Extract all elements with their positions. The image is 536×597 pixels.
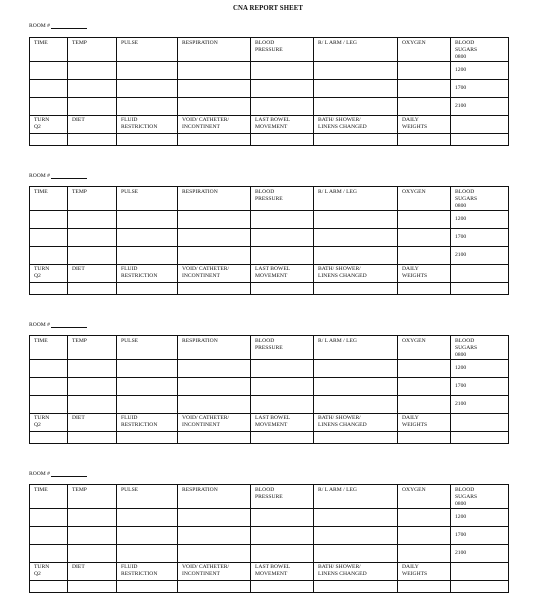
care-entry-cell[interactable] [178, 580, 251, 592]
vitals-entry-cell[interactable] [117, 61, 178, 79]
column-header: TEMP [68, 485, 117, 509]
table-row [30, 485, 509, 509]
vitals-entry-cell[interactable] [314, 97, 398, 115]
blood-sugar-time: 1200 [451, 210, 509, 228]
column-header: BLOOD PRESSURE [251, 485, 314, 509]
care-column-header: BATH/ SHOWER/ LINENS CHANGED [314, 115, 398, 133]
vitals-entry-cell[interactable] [398, 395, 451, 413]
care-blank-cell[interactable] [451, 264, 509, 282]
table-row [30, 79, 509, 97]
blood-sugar-time: 1200 [451, 508, 509, 526]
room-number-blank[interactable] [51, 321, 87, 328]
care-column-header: VOID/ CATHETER/ INCONTINENT [178, 264, 251, 282]
vitals-entry-cell[interactable] [68, 79, 117, 97]
care-entry-cell[interactable] [178, 431, 251, 443]
vitals-entry-cell[interactable] [178, 377, 251, 395]
table-row [30, 246, 509, 264]
table-row [30, 526, 509, 544]
blood-sugar-time: 1700 [451, 79, 509, 97]
vitals-entry-cell[interactable] [117, 228, 178, 246]
care-entry-cell[interactable] [314, 431, 398, 443]
vitals-entry-cell[interactable] [30, 210, 68, 228]
blood-sugars-header: BLOOD SUGARS 0800 [451, 336, 509, 360]
column-header: OXYGEN [398, 485, 451, 509]
vitals-entry-cell[interactable] [68, 526, 117, 544]
care-entry-cell[interactable] [451, 282, 509, 294]
vitals-entry-cell[interactable] [30, 228, 68, 246]
vitals-entry-cell[interactable] [68, 246, 117, 264]
blood-sugar-time: 1700 [451, 526, 509, 544]
blood-sugar-time: 2100 [451, 246, 509, 264]
vitals-entry-cell[interactable] [68, 210, 117, 228]
room-number-blank[interactable] [51, 470, 87, 477]
column-header: TIME [30, 336, 68, 360]
care-entry-cell[interactable] [251, 431, 314, 443]
vitals-entry-cell[interactable] [68, 97, 117, 115]
vitals-entry-cell[interactable] [398, 97, 451, 115]
care-entry-cell[interactable] [314, 580, 398, 592]
vitals-entry-cell[interactable] [30, 97, 68, 115]
vitals-entry-cell[interactable] [30, 377, 68, 395]
care-entry-cell[interactable] [451, 431, 509, 443]
care-column-header: TURN Q2 [30, 115, 68, 133]
care-entry-cell[interactable] [398, 133, 451, 145]
care-column-header: DAILY WEIGHTS [398, 413, 451, 431]
table-row [30, 210, 509, 228]
vitals-entry-cell[interactable] [30, 544, 68, 562]
vitals-entry-cell[interactable] [314, 508, 398, 526]
care-entry-cell[interactable] [68, 133, 117, 145]
care-column-header: LAST BOWEL MOVEMENT [251, 115, 314, 133]
column-header: RESPIRATION [178, 336, 251, 360]
table-row [30, 580, 509, 592]
care-column-header: DIET [68, 562, 117, 580]
column-header: BLOOD PRESSURE [251, 38, 314, 62]
table-row [30, 115, 509, 133]
table-row [30, 282, 509, 294]
vitals-entry-cell[interactable] [178, 508, 251, 526]
vitals-entry-cell[interactable] [251, 97, 314, 115]
vitals-entry-cell[interactable] [30, 246, 68, 264]
column-header: R/ L ARM / LEG [314, 336, 398, 360]
vitals-entry-cell[interactable] [178, 526, 251, 544]
column-header: R/ L ARM / LEG [314, 485, 398, 509]
vitals-entry-cell[interactable] [117, 79, 178, 97]
vitals-entry-cell[interactable] [314, 395, 398, 413]
vitals-entry-cell[interactable] [178, 395, 251, 413]
blood-sugar-time: 2100 [451, 395, 509, 413]
care-entry-cell[interactable] [68, 431, 117, 443]
vitals-entry-cell[interactable] [68, 395, 117, 413]
column-header: RESPIRATION [178, 38, 251, 62]
care-entry-cell[interactable] [398, 431, 451, 443]
room-number-label [29, 172, 87, 179]
column-header: PULSE [117, 485, 178, 509]
column-header: OXYGEN [398, 336, 451, 360]
vitals-entry-cell[interactable] [30, 61, 68, 79]
care-entry-cell[interactable] [178, 133, 251, 145]
care-entry-cell[interactable] [451, 133, 509, 145]
care-column-header: FLUID RESTRICTION [117, 413, 178, 431]
vitals-entry-cell[interactable] [314, 246, 398, 264]
column-header: RESPIRATION [178, 485, 251, 509]
room-report-table [29, 484, 509, 593]
vitals-entry-cell[interactable] [178, 359, 251, 377]
care-column-header: LAST BOWEL MOVEMENT [251, 562, 314, 580]
blood-sugars-header: BLOOD SUGARS 0800 [451, 187, 509, 211]
table-row [30, 544, 509, 562]
room-report-table [29, 335, 509, 444]
column-header: PULSE [117, 38, 178, 62]
vitals-entry-cell[interactable] [68, 61, 117, 79]
care-column-header: VOID/ CATHETER/ INCONTINENT [178, 562, 251, 580]
care-column-header: DIET [68, 413, 117, 431]
vitals-entry-cell[interactable] [117, 97, 178, 115]
care-column-header: VOID/ CATHETER/ INCONTINENT [178, 115, 251, 133]
vitals-entry-cell[interactable] [178, 210, 251, 228]
vitals-entry-cell[interactable] [117, 359, 178, 377]
room-report-table [29, 186, 509, 295]
vitals-entry-cell[interactable] [68, 228, 117, 246]
blood-sugar-time: 1200 [451, 61, 509, 79]
room-report-table [29, 37, 509, 146]
vitals-entry-cell[interactable] [251, 508, 314, 526]
vitals-entry-cell[interactable] [68, 377, 117, 395]
care-entry-cell[interactable] [30, 282, 68, 294]
care-column-header: DIET [68, 115, 117, 133]
vitals-entry-cell[interactable] [251, 526, 314, 544]
care-column-header: DAILY WEIGHTS [398, 115, 451, 133]
column-header: TIME [30, 187, 68, 211]
room-number-blank[interactable] [51, 172, 87, 179]
column-header: R/ L ARM / LEG [314, 187, 398, 211]
care-entry-cell[interactable] [314, 282, 398, 294]
vitals-entry-cell[interactable] [117, 210, 178, 228]
vitals-entry-cell[interactable] [30, 395, 68, 413]
care-entry-cell[interactable] [30, 431, 68, 443]
table-row [30, 413, 509, 431]
care-column-header: VOID/ CATHETER/ INCONTINENT [178, 413, 251, 431]
column-header: TEMP [68, 187, 117, 211]
room-number-text: ROOM # [29, 23, 50, 29]
column-header: TIME [30, 38, 68, 62]
column-header: OXYGEN [398, 38, 451, 62]
vitals-entry-cell[interactable] [117, 508, 178, 526]
column-header: RESPIRATION [178, 187, 251, 211]
care-entry-cell[interactable] [30, 133, 68, 145]
vitals-entry-cell[interactable] [30, 526, 68, 544]
care-column-header: FLUID RESTRICTION [117, 562, 178, 580]
room-number-label [29, 22, 87, 29]
vitals-entry-cell[interactable] [178, 544, 251, 562]
vitals-entry-cell[interactable] [251, 246, 314, 264]
column-header: BLOOD PRESSURE [251, 336, 314, 360]
vitals-entry-cell[interactable] [178, 97, 251, 115]
care-entry-cell[interactable] [30, 580, 68, 592]
room-number-text: ROOM # [29, 322, 50, 328]
care-column-header: FLUID RESTRICTION [117, 264, 178, 282]
room-number-label [29, 470, 87, 477]
room-number-text: ROOM # [29, 173, 50, 179]
vitals-entry-cell[interactable] [251, 377, 314, 395]
care-blank-cell[interactable] [451, 562, 509, 580]
vitals-entry-cell[interactable] [398, 508, 451, 526]
vitals-entry-cell[interactable] [314, 526, 398, 544]
table-row [30, 431, 509, 443]
care-entry-cell[interactable] [398, 580, 451, 592]
blood-sugar-time: 1700 [451, 377, 509, 395]
care-entry-cell[interactable] [117, 431, 178, 443]
care-entry-cell[interactable] [117, 580, 178, 592]
blood-sugar-time: 2100 [451, 97, 509, 115]
vitals-entry-cell[interactable] [68, 359, 117, 377]
vitals-entry-cell[interactable] [398, 210, 451, 228]
care-entry-cell[interactable] [68, 580, 117, 592]
column-header: TIME [30, 485, 68, 509]
care-entry-cell[interactable] [398, 282, 451, 294]
vitals-entry-cell[interactable] [398, 228, 451, 246]
vitals-entry-cell[interactable] [314, 544, 398, 562]
table-row [30, 395, 509, 413]
care-entry-cell[interactable] [117, 282, 178, 294]
vitals-entry-cell[interactable] [251, 210, 314, 228]
vitals-entry-cell[interactable] [251, 395, 314, 413]
vitals-entry-cell[interactable] [68, 508, 117, 526]
vitals-entry-cell[interactable] [251, 61, 314, 79]
vitals-entry-cell[interactable] [314, 61, 398, 79]
column-header: TEMP [68, 336, 117, 360]
vitals-entry-cell[interactable] [398, 79, 451, 97]
vitals-entry-cell[interactable] [251, 79, 314, 97]
vitals-entry-cell[interactable] [314, 228, 398, 246]
report-title: CNA REPORT SHEET [233, 5, 303, 12]
vitals-entry-cell[interactable] [178, 61, 251, 79]
column-header: R/ L ARM / LEG [314, 38, 398, 62]
care-column-header: LAST BOWEL MOVEMENT [251, 413, 314, 431]
table-row [30, 336, 509, 360]
care-column-header: FLUID RESTRICTION [117, 115, 178, 133]
vitals-entry-cell[interactable] [314, 359, 398, 377]
table-row [30, 97, 509, 115]
blood-sugar-time: 1700 [451, 228, 509, 246]
room-number-label [29, 321, 87, 328]
table-row [30, 508, 509, 526]
table-row [30, 228, 509, 246]
vitals-entry-cell[interactable] [314, 377, 398, 395]
blood-sugars-header: BLOOD SUGARS 0800 [451, 38, 509, 62]
care-entry-cell[interactable] [314, 133, 398, 145]
vitals-entry-cell[interactable] [398, 377, 451, 395]
vitals-entry-cell[interactable] [251, 359, 314, 377]
vitals-entry-cell[interactable] [117, 544, 178, 562]
vitals-entry-cell[interactable] [117, 395, 178, 413]
vitals-entry-cell[interactable] [314, 210, 398, 228]
table-row [30, 264, 509, 282]
blood-sugar-time: 2100 [451, 544, 509, 562]
column-header: PULSE [117, 187, 178, 211]
care-column-header: DAILY WEIGHTS [398, 562, 451, 580]
vitals-entry-cell[interactable] [251, 544, 314, 562]
vitals-entry-cell[interactable] [178, 79, 251, 97]
care-entry-cell[interactable] [251, 580, 314, 592]
vitals-entry-cell[interactable] [117, 246, 178, 264]
vitals-entry-cell[interactable] [30, 359, 68, 377]
vitals-entry-cell[interactable] [398, 359, 451, 377]
care-entry-cell[interactable] [178, 282, 251, 294]
care-column-header: TURN Q2 [30, 562, 68, 580]
column-header: BLOOD PRESSURE [251, 187, 314, 211]
vitals-entry-cell[interactable] [178, 246, 251, 264]
vitals-entry-cell[interactable] [117, 526, 178, 544]
table-row [30, 377, 509, 395]
table-row [30, 187, 509, 211]
vitals-entry-cell[interactable] [178, 228, 251, 246]
care-column-header: LAST BOWEL MOVEMENT [251, 264, 314, 282]
table-row [30, 562, 509, 580]
table-row [30, 133, 509, 145]
care-column-header: TURN Q2 [30, 413, 68, 431]
vitals-entry-cell[interactable] [398, 61, 451, 79]
vitals-entry-cell[interactable] [251, 228, 314, 246]
blood-sugars-header: BLOOD SUGARS 0800 [451, 485, 509, 509]
vitals-entry-cell[interactable] [68, 544, 117, 562]
column-header: TEMP [68, 38, 117, 62]
care-column-header: DIET [68, 264, 117, 282]
care-entry-cell[interactable] [68, 282, 117, 294]
care-entry-cell[interactable] [117, 133, 178, 145]
care-column-header: BATH/ SHOWER/ LINENS CHANGED [314, 413, 398, 431]
care-column-header: TURN Q2 [30, 264, 68, 282]
vitals-entry-cell[interactable] [398, 544, 451, 562]
care-entry-cell[interactable] [451, 580, 509, 592]
vitals-entry-cell[interactable] [314, 79, 398, 97]
vitals-entry-cell[interactable] [117, 377, 178, 395]
table-row [30, 359, 509, 377]
care-entry-cell[interactable] [251, 282, 314, 294]
vitals-entry-cell[interactable] [398, 526, 451, 544]
care-blank-cell[interactable] [451, 115, 509, 133]
room-number-text: ROOM # [29, 471, 50, 477]
column-header: PULSE [117, 336, 178, 360]
room-number-blank[interactable] [51, 22, 87, 29]
table-row [30, 38, 509, 62]
care-column-header: BATH/ SHOWER/ LINENS CHANGED [314, 562, 398, 580]
table-row [30, 61, 509, 79]
care-entry-cell[interactable] [251, 133, 314, 145]
care-blank-cell[interactable] [451, 413, 509, 431]
care-column-header: BATH/ SHOWER/ LINENS CHANGED [314, 264, 398, 282]
care-column-header: DAILY WEIGHTS [398, 264, 451, 282]
vitals-entry-cell[interactable] [398, 246, 451, 264]
vitals-entry-cell[interactable] [30, 79, 68, 97]
column-header: OXYGEN [398, 187, 451, 211]
blood-sugar-time: 1200 [451, 359, 509, 377]
vitals-entry-cell[interactable] [30, 508, 68, 526]
